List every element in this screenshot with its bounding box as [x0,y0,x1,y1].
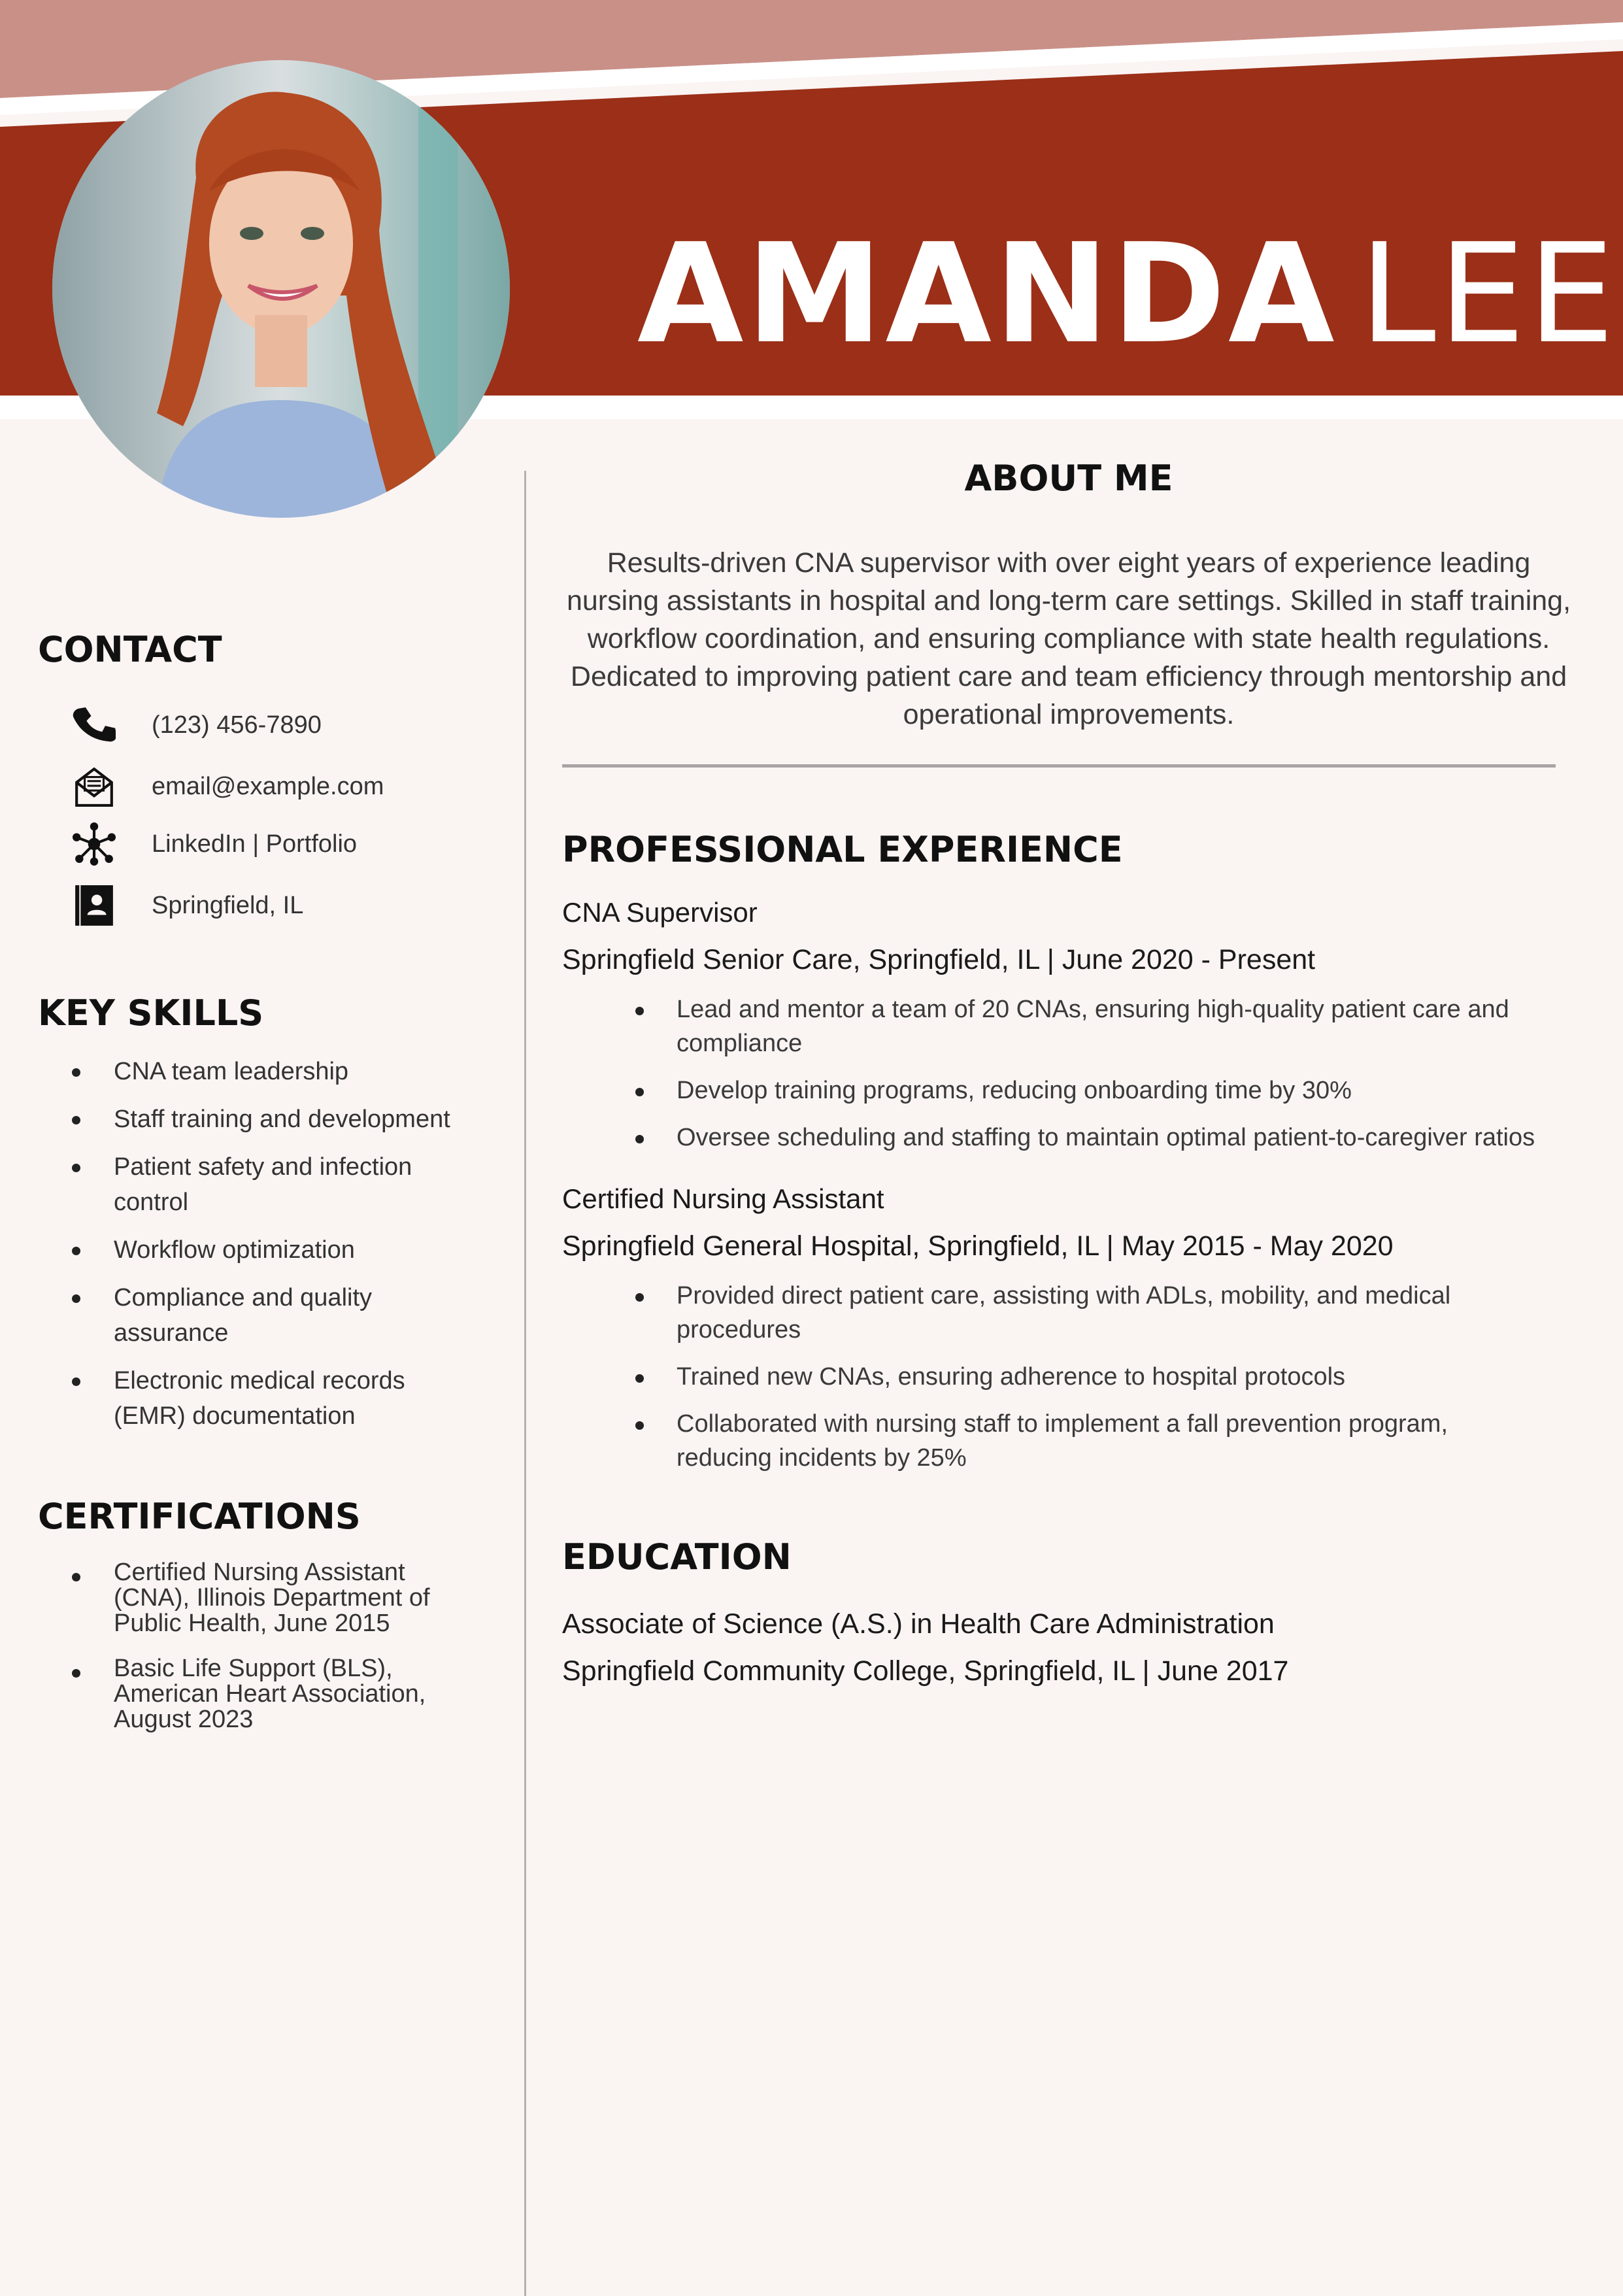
list-item: Basic Life Support (BLS), American Heart Association, August 2023 [38,1656,482,1732]
phone-icon [71,701,118,749]
certifications-list [38,1560,482,1752]
job-bullets [562,1279,1569,1488]
contact-phone [71,702,322,748]
first-name: AMANDA [637,214,1337,374]
list-item: Electronic medical records (EMR) documentation [38,1363,482,1434]
contact-location [71,883,303,928]
column-divider [524,471,526,2296]
contact-email-text: email@example.com [152,772,384,800]
about-text: Results-driven CNA supervisor with over eight years of experience leading nursing assistants in hospital and long-term care settings. Skilled in staff training, workflow coordination, and ensuring compliance with state health regulations. Dedicated to improving patient care and team efficiency through mentorship and operational improvements. [566,547,1571,730]
education-degree: Associate of Science (A.S.) in Health Care Administration [562,1608,1275,1640]
list-item: Provided direct patient care, assisting with ADLs, mobility, and medical procedures [562,1279,1569,1347]
envelope-icon [71,763,118,810]
list-item: Lead and mentor a team of 20 CNAs, ensuring high-quality patient care and compliance [562,992,1569,1060]
contact-links [71,821,357,867]
contact-phone-text: (123) 456-7890 [152,711,322,739]
education-heading: EDUCATION [562,1536,792,1578]
job-organization: Springfield General Hospital, Springfield, IL | May 2015 - May 2020 [562,1230,1394,1262]
about-heading: ABOUT ME [964,458,1173,499]
certifications-heading: CERTIFICATIONS [38,1496,361,1537]
list-item: Staff training and development [38,1102,482,1137]
contact-links-text: LinkedIn | Portfolio [152,830,358,858]
job-bullets [562,992,1569,1168]
list-item: Develop training programs, reducing onboarding time by 30% [562,1073,1569,1107]
candidate-name [637,214,1617,374]
contact-location-text: Springfield, IL [152,891,304,919]
list-item: Trained new CNAs, ensuring adherence to hospital protocols [562,1360,1569,1394]
job-organization: Springfield Senior Care, Springfield, IL | June 2020 - Present [562,944,1316,975]
contact-heading: CONTACT [38,629,222,670]
list-item: Collaborated with nursing staff to implement a fall prevention program, reducing incidents by 25% [562,1407,1569,1475]
profile-photo [52,60,510,518]
contact-card-icon [71,882,118,929]
skills-list [38,1054,482,1446]
skills-heading: KEY SKILLS [38,992,264,1034]
section-divider [562,764,1556,768]
job-title: CNA Supervisor [562,897,758,928]
list-item: Oversee scheduling and staffing to maintain optimal patient-to-caregiver ratios [562,1121,1569,1155]
list-item: Certified Nursing Assistant (CNA), Illinois Department of Public Health, June 2015 [38,1560,482,1636]
job-title: Certified Nursing Assistant [562,1183,884,1214]
last-name: LEE [1359,214,1617,374]
education-school: Springfield Community College, Springfield, IL | June 2017 [562,1655,1289,1687]
list-item: Compliance and quality assurance [38,1280,482,1351]
list-item: Patient safety and infection control [38,1149,482,1220]
list-item: CNA team leadership [38,1054,482,1089]
network-icon [71,820,118,868]
list-item: Workflow optimization [38,1232,482,1268]
experience-heading: PROFESSIONAL EXPERIENCE [562,829,1123,870]
contact-email [71,764,384,809]
